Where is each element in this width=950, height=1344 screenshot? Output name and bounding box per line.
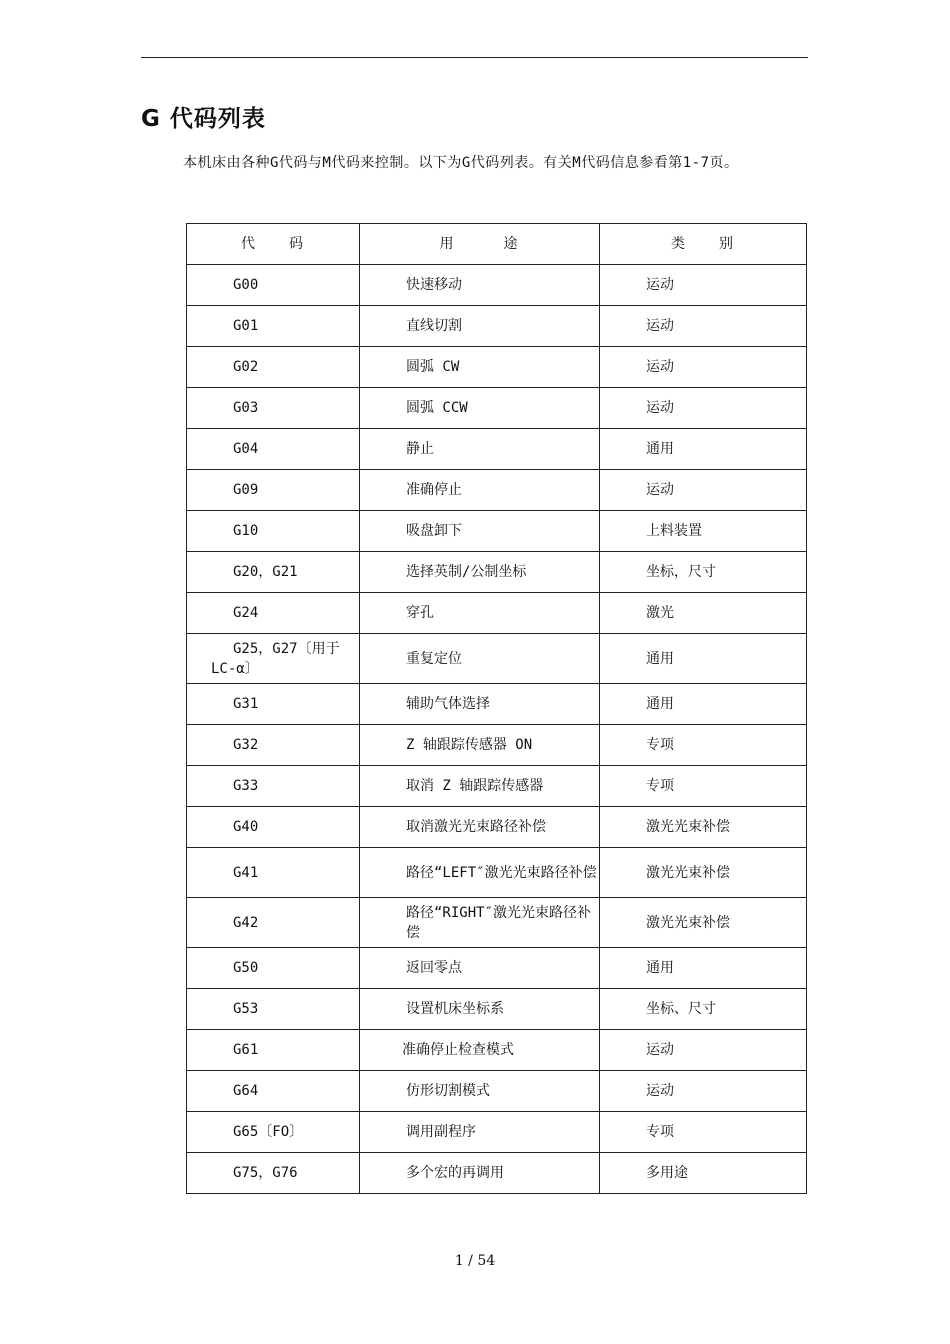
- category-cell: 激光光束补偿: [600, 848, 807, 898]
- page-title: G 代码列表: [141, 106, 266, 132]
- code-cell: G32: [187, 725, 360, 766]
- code-cell: G20，G21: [187, 552, 360, 593]
- table-row: [187, 848, 807, 898]
- use-cell: 准确停止: [360, 470, 600, 511]
- category-cell: 多用途: [600, 1153, 807, 1194]
- code-cell: G31: [187, 684, 360, 725]
- code-cell: G24: [187, 593, 360, 634]
- category-cell: 运动: [600, 265, 807, 306]
- category-cell: 运动: [600, 388, 807, 429]
- table-row: [187, 1030, 807, 1071]
- category-cell: 专项: [600, 1112, 807, 1153]
- code-cell: G00: [187, 265, 360, 306]
- use-cell: 设置机床坐标系: [360, 989, 600, 1030]
- use-cell: 静止: [360, 429, 600, 470]
- code-cell: G41: [187, 848, 360, 898]
- category-cell: 激光光束补偿: [600, 898, 807, 948]
- table-row: [187, 1112, 807, 1153]
- table-row: [187, 1153, 807, 1194]
- category-cell: 激光光束补偿: [600, 807, 807, 848]
- use-cell: 仿形切割模式: [360, 1071, 600, 1112]
- code-cell: G50: [187, 948, 360, 989]
- table-row: [187, 593, 807, 634]
- category-cell: 运动: [600, 1071, 807, 1112]
- table-header-row: [187, 224, 807, 265]
- use-cell: 吸盘卸下: [360, 511, 600, 552]
- use-cell: 调用副程序: [360, 1112, 600, 1153]
- use-cell: 多个宏的再调用: [360, 1153, 600, 1194]
- code-cell: G33: [187, 766, 360, 807]
- category-cell: 激光: [600, 593, 807, 634]
- table-row: [187, 684, 807, 725]
- category-cell: 坐标，尺寸: [600, 552, 807, 593]
- category-cell: 上料装置: [600, 511, 807, 552]
- use-cell: 取消激光光束路径补偿: [360, 807, 600, 848]
- use-cell: 快速移动: [360, 265, 600, 306]
- category-cell: 通用: [600, 948, 807, 989]
- code-cell: G42: [187, 898, 360, 948]
- page-number: 1 / 54: [454, 1253, 496, 1269]
- intro-paragraph: 本机床由各种G代码与M代码来控制。以下为G代码列表。有关M代码信息参看第1-7页。: [183, 155, 739, 171]
- code-cell: G03: [187, 388, 360, 429]
- table-row: [187, 634, 807, 684]
- category-cell: 运动: [600, 306, 807, 347]
- table-row: [187, 552, 807, 593]
- header-code: 代 码: [187, 224, 360, 265]
- use-cell: 圆弧 CCW: [360, 388, 600, 429]
- use-cell: 穿孔: [360, 593, 600, 634]
- code-cell: G01: [187, 306, 360, 347]
- category-cell: 专项: [600, 725, 807, 766]
- table-row: [187, 306, 807, 347]
- use-cell: Z 轴跟踪传感器 ON: [360, 725, 600, 766]
- table-row: [187, 948, 807, 989]
- table-row: [187, 898, 807, 948]
- code-cell: G09: [187, 470, 360, 511]
- header-use: 用 途: [360, 224, 600, 265]
- table-row: [187, 429, 807, 470]
- code-cell: G65〔FO〕: [187, 1112, 360, 1153]
- code-cell: G10: [187, 511, 360, 552]
- use-cell: 重复定位: [360, 634, 600, 684]
- category-cell: 通用: [600, 429, 807, 470]
- header-category: 类 别: [600, 224, 807, 265]
- g-code-table: [186, 223, 807, 1194]
- code-cell: G40: [187, 807, 360, 848]
- use-cell: 辅助气体选择: [360, 684, 600, 725]
- use-cell: 路径“LEFT″激光光束路径补偿: [360, 848, 600, 898]
- category-cell: 运动: [600, 470, 807, 511]
- table-row: [187, 807, 807, 848]
- code-cell: G25，G27〔用于LC-α〕: [187, 634, 360, 684]
- code-cell: G75，G76: [187, 1153, 360, 1194]
- use-cell: 圆弧 CW: [360, 347, 600, 388]
- table-row: [187, 347, 807, 388]
- header-rule: [141, 57, 808, 58]
- use-cell: 直线切割: [360, 306, 600, 347]
- category-cell: 运动: [600, 347, 807, 388]
- use-cell: 选择英制/公制坐标: [360, 552, 600, 593]
- table-row: [187, 989, 807, 1030]
- table-row: [187, 511, 807, 552]
- use-cell: 返回零点: [360, 948, 600, 989]
- category-cell: 通用: [600, 634, 807, 684]
- code-cell: G53: [187, 989, 360, 1030]
- code-cell: G04: [187, 429, 360, 470]
- table-row: [187, 766, 807, 807]
- use-cell: 取消 Z 轴跟踪传感器: [360, 766, 600, 807]
- code-cell: G61: [187, 1030, 360, 1071]
- use-cell: 路径“RIGHT″激光光束路径补偿: [360, 898, 600, 948]
- category-cell: 坐标、尺寸: [600, 989, 807, 1030]
- table-row: [187, 265, 807, 306]
- table-row: [187, 388, 807, 429]
- category-cell: 运动: [600, 1030, 807, 1071]
- code-cell: G64: [187, 1071, 360, 1112]
- code-cell: G02: [187, 347, 360, 388]
- table-row: [187, 470, 807, 511]
- table-row: [187, 725, 807, 766]
- category-cell: 专项: [600, 766, 807, 807]
- table-row: [187, 1071, 807, 1112]
- use-cell: 准确停止检查模式: [360, 1030, 600, 1071]
- category-cell: 通用: [600, 684, 807, 725]
